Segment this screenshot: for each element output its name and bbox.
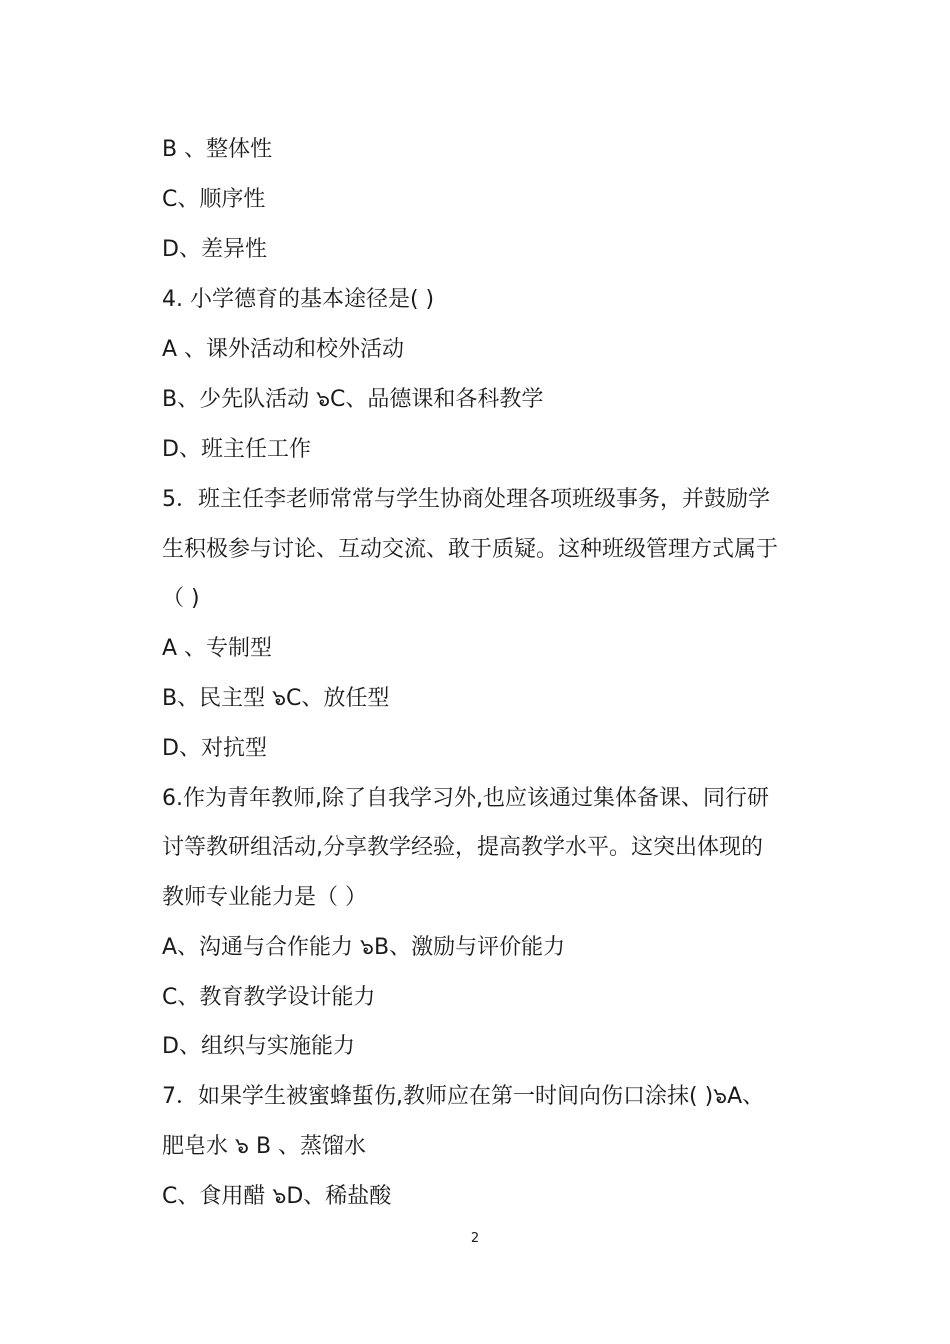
question-6-line-3: 教师专业能力是（ ） xyxy=(162,885,367,910)
question-5-line-3: （ ) xyxy=(162,586,200,611)
option-c-sequence: C、顺序性 xyxy=(162,187,266,212)
page-number: 2 xyxy=(470,1231,480,1246)
option-d-difference: D、差异性 xyxy=(162,237,267,262)
question-6-line-2: 讨等教研组活动,分享教学经验，提高教学水平。这突出体现的 xyxy=(162,835,763,860)
question-6-option-d: D、组织与实施能力 xyxy=(162,1034,355,1059)
option-b-integrity: B 、整体性 xyxy=(162,137,273,162)
question-5-line-1: 5．班主任李老师常常与学生协商处理各项班级事务，并鼓励学 xyxy=(162,487,770,512)
question-7-options-c-d: C、食用醋 ๖D、稀盐酸 xyxy=(162,1184,392,1209)
question-4-options-b-c: B、少先队活动 ๖C、品德课和各科教学 xyxy=(162,387,544,412)
question-4-option-a: A 、课外活动和校外活动 xyxy=(162,337,405,362)
question-5-option-d: D、对抗型 xyxy=(162,736,267,761)
question-7-line-1: 7．如果学生被蜜蜂蜇伤,教师应在第一时间向伤口涂抹( )๖A、 xyxy=(162,1084,765,1109)
question-4-option-d: D、班主任工作 xyxy=(162,437,311,462)
question-5-line-2: 生积极参与讨论、互动交流、敢于质疑。这种班级管理方式属于 xyxy=(162,537,779,562)
question-5-options-b-c: B、民主型 ๖C、放任型 xyxy=(162,686,390,711)
question-5-option-a: A 、专制型 xyxy=(162,636,273,661)
question-6-line-1: 6.作为青年教师,除了自我学习外,也应该通过集体备课、同行研 xyxy=(162,786,769,811)
question-6-option-c: C、教育教学设计能力 xyxy=(162,985,376,1010)
question-6-options-a-b: A、沟通与合作能力 ๖B、激励与评价能力 xyxy=(162,935,566,960)
question-4: 4. 小学德育的基本途径是( ) xyxy=(162,287,435,312)
question-7-line-2: 肥皂水 ๖ B 、蒸馏水 xyxy=(162,1134,367,1159)
